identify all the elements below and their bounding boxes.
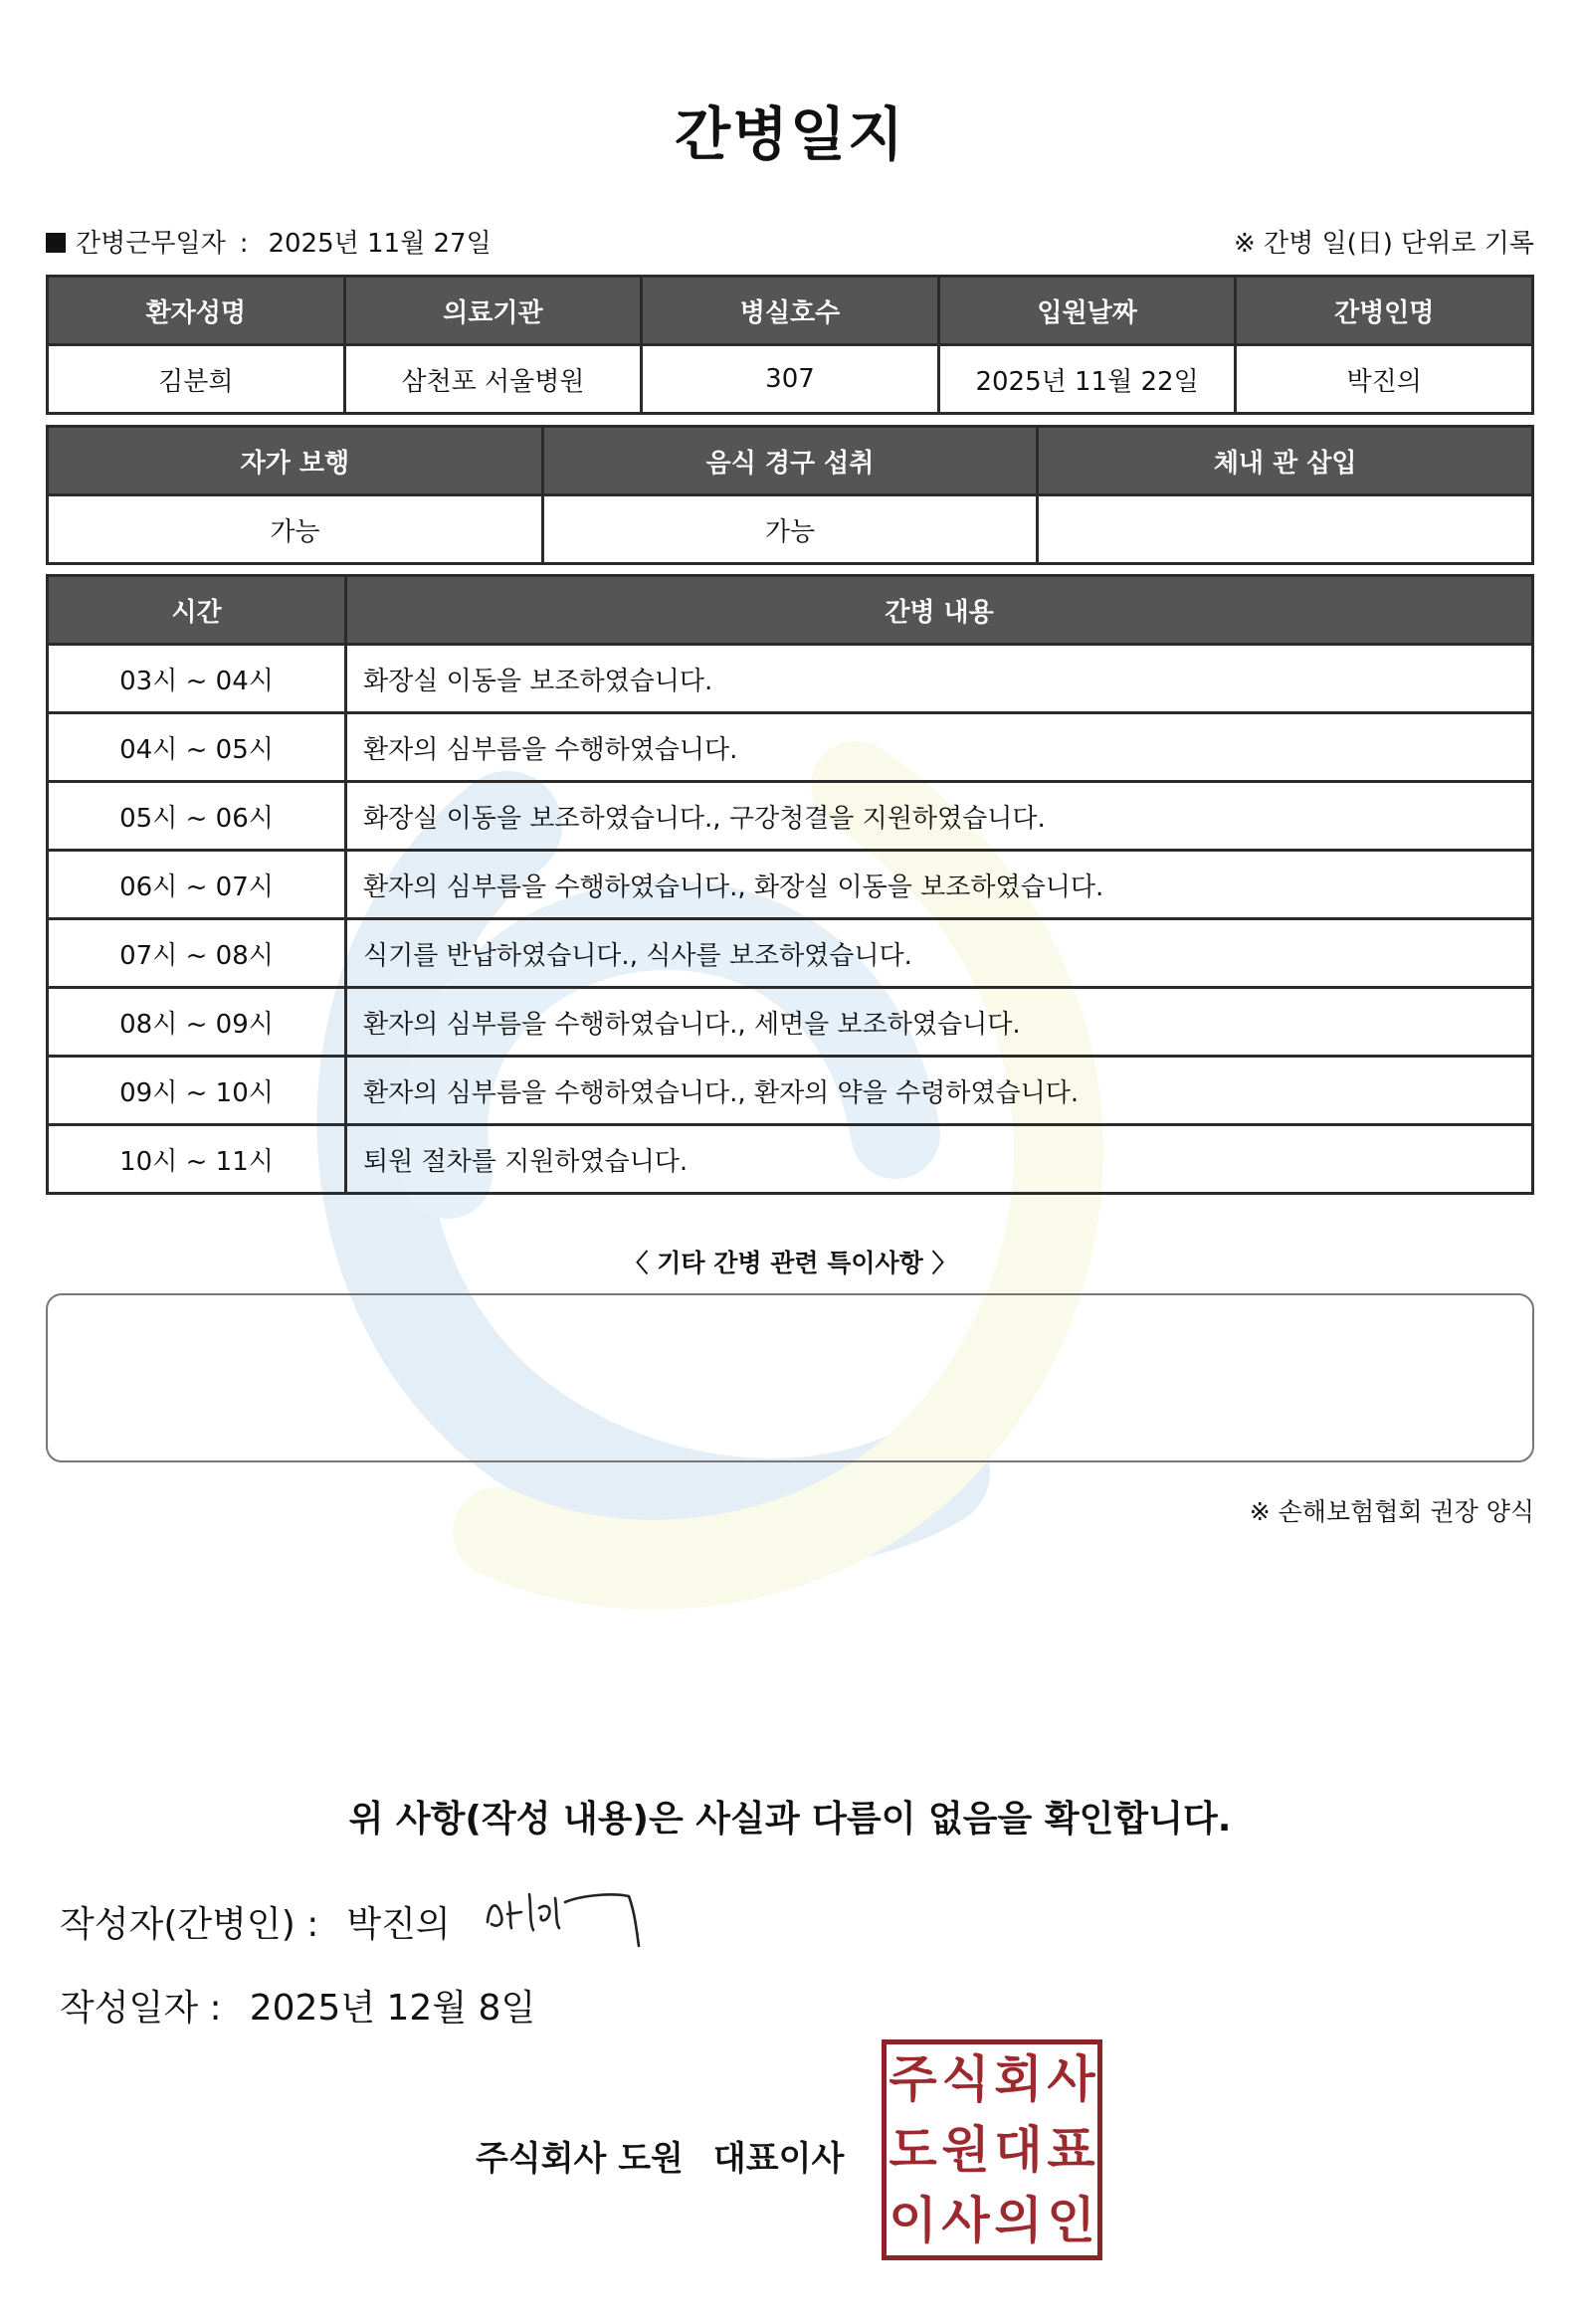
company-seal-stamp <box>882 2039 1102 2260</box>
patient-header-row <box>48 277 1533 345</box>
seal-char: 의 <box>994 2191 1043 2249</box>
content-cell: 화장실 이동을 보조하였습니다., 구강청결을 지원하였습니다. <box>346 782 1533 851</box>
seal-char: 식 <box>941 2050 990 2109</box>
admission-date: 2025년 11월 22일 <box>938 345 1236 414</box>
status-header-row <box>48 427 1533 495</box>
seal-char: 사 <box>941 2191 990 2249</box>
time-cell: 03시 ~ 04시 <box>48 645 346 713</box>
time-cell: 10시 ~ 11시 <box>48 1125 346 1194</box>
care-date-value: 2025년 11월 27일 <box>268 229 492 259</box>
record-unit-note: ※ 간병 일(日) 단위로 기록 <box>1233 229 1534 259</box>
confirmation-statement: 위 사항(작성 내용)은 사실과 다름이 없음을 확인합니다. <box>348 1799 1232 1840</box>
patient-status-table <box>46 425 1534 565</box>
handwritten-signature <box>480 1872 649 1952</box>
seal-char: 대 <box>994 2120 1043 2179</box>
header-walking: 자가 보행 <box>48 427 543 495</box>
company-name: 주식회사 도원 <box>476 2139 684 2179</box>
page-title: 간병일지 <box>674 100 906 168</box>
seal-char: 도 <box>889 2120 937 2179</box>
table-row <box>48 1125 1533 1194</box>
patient-name: 김분희 <box>48 345 345 414</box>
time-cell: 07시 ~ 08시 <box>48 919 346 988</box>
header-caregiver: 간병인명 <box>1236 277 1533 345</box>
content-cell: 환자의 심부름을 수행하였습니다., 환자의 약을 수령하였습니다. <box>346 1057 1533 1125</box>
status-value-row <box>48 495 1533 564</box>
header-oral-intake: 음식 경구 섭취 <box>542 427 1038 495</box>
room-number: 307 <box>642 345 939 414</box>
writer-name: 박진의 <box>346 1904 451 1945</box>
content-cell: 화장실 이동을 보조하였습니다. <box>346 645 1533 713</box>
seal-char: 인 <box>1047 2191 1095 2249</box>
seal-char: 이 <box>889 2191 937 2249</box>
company-line <box>476 2131 844 2180</box>
caregiver-name: 박진의 <box>1236 345 1533 414</box>
seal-char: 회 <box>994 2050 1043 2109</box>
square-bullet-icon <box>46 233 66 253</box>
care-date-colon: : <box>239 229 249 259</box>
recommend-note: ※ 손해보험협회 권장 양식 <box>1249 1497 1534 1526</box>
table-row <box>48 645 1533 713</box>
care-header-row <box>48 576 1533 645</box>
writer-label: 작성자(간병인) : <box>60 1904 319 1945</box>
table-row <box>48 782 1533 851</box>
care-log-table <box>46 574 1534 1195</box>
written-date-value: 2025년 12월 8일 <box>249 1988 536 2029</box>
time-cell: 09시 ~ 10시 <box>48 1057 346 1125</box>
header-admission-date: 입원날짜 <box>938 277 1236 345</box>
time-cell: 04시 ~ 05시 <box>48 713 346 782</box>
seal-char: 주 <box>889 2050 937 2109</box>
patient-info-table <box>46 275 1534 415</box>
header-room: 병실호수 <box>642 277 939 345</box>
header-time: 시간 <box>48 576 346 645</box>
written-date-line <box>60 1980 535 2031</box>
care-date <box>46 223 492 260</box>
special-notes-box <box>46 1293 1534 1462</box>
seal-char: 사 <box>1047 2050 1095 2109</box>
tube-value <box>1038 495 1533 564</box>
writer-line <box>60 1896 451 1947</box>
oral-intake-value: 가능 <box>542 495 1038 564</box>
table-row <box>48 851 1533 919</box>
table-row <box>48 713 1533 782</box>
content-cell: 환자의 심부름을 수행하였습니다., 화장실 이동을 보조하였습니다. <box>346 851 1533 919</box>
time-cell: 06시 ~ 07시 <box>48 851 346 919</box>
hospital-name: 삼천포 서울병원 <box>344 345 642 414</box>
walking-value: 가능 <box>48 495 543 564</box>
time-cell: 05시 ~ 06시 <box>48 782 346 851</box>
patient-value-row <box>48 345 1533 414</box>
content-cell: 환자의 심부름을 수행하였습니다. <box>346 713 1533 782</box>
table-row <box>48 1057 1533 1125</box>
meta-row <box>46 223 1534 263</box>
header-care-content: 간병 내용 <box>346 576 1533 645</box>
special-notes-title: 〈 기타 간병 관련 특이사항 〉 <box>623 1249 957 1277</box>
company-ceo-title: 대표이사 <box>712 2139 845 2179</box>
care-date-label: 간병근무일자 <box>76 229 226 259</box>
header-patient-name: 환자성명 <box>48 277 345 345</box>
content-cell: 환자의 심부름을 수행하였습니다., 세면을 보조하였습니다. <box>346 988 1533 1057</box>
seal-char: 표 <box>1047 2120 1095 2179</box>
header-hospital: 의료기관 <box>344 277 642 345</box>
content-cell: 식기를 반납하였습니다., 식사를 보조하였습니다. <box>346 919 1533 988</box>
header-tube: 체내 관 삽입 <box>1038 427 1533 495</box>
content-cell: 퇴원 절차를 지원하였습니다. <box>346 1125 1533 1194</box>
time-cell: 08시 ~ 09시 <box>48 988 346 1057</box>
written-date-label: 작성일자 : <box>60 1988 222 2029</box>
table-row <box>48 988 1533 1057</box>
table-row <box>48 919 1533 988</box>
seal-char: 원 <box>941 2120 990 2179</box>
